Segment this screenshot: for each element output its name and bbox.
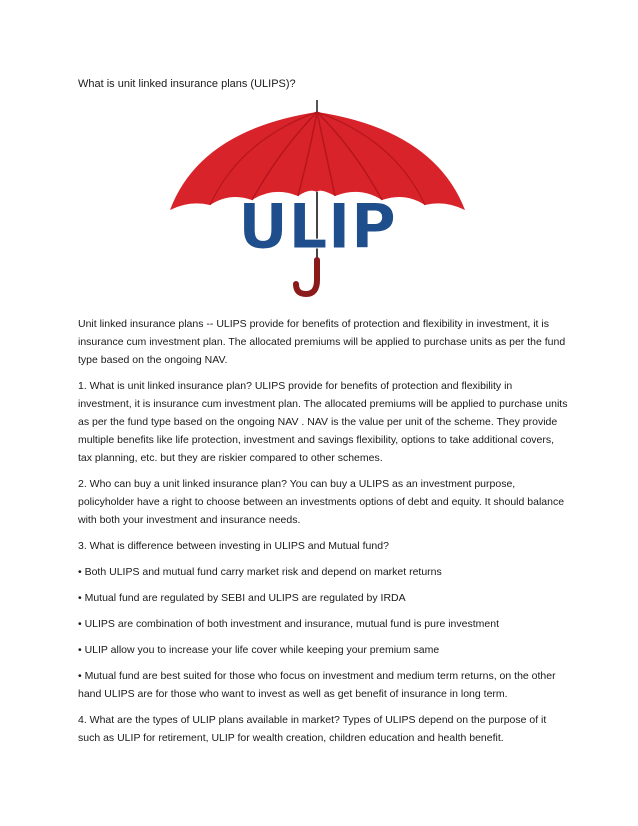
logo-text: ULIP: [237, 190, 397, 263]
question-2-paragraph: 2. Who can buy a unit linked insurance plan? You can buy a ULIPS as an investment purpose, policyholder have a right to choose between an investments options of debt and equity. It should balance with both your investment and insurance needs.: [78, 478, 565, 526]
ulip-umbrella-logo: [160, 100, 480, 300]
bullet-item: • ULIPS are combination of both investment and insurance, mutual fund is pure investment: [78, 618, 499, 630]
question-1-paragraph: 1. What is unit linked insurance plan? ULIPS provide for benefits of protection and flexibility in investment, it is insurance cum investment plan. The allocated premiums will be applied to purchase units as per the fund type based on the ongoing NAV . NAV is the value per unit of the scheme. They provide multiple benefits like life protection, investment and savings flexibility, options to take additional covers, tax planning, etc. but they are riskier compared to other schemes.: [78, 380, 568, 464]
question-3-heading: 3. What is difference between investing in ULIPS and Mutual fund?: [78, 540, 389, 552]
bullet-item: • Mutual fund are best suited for those who focus on investment and medium term returns, on the other hand ULIPS are for those who want to invest as well as get benefit of insurance in long term.: [78, 670, 556, 700]
intro-paragraph: Unit linked insurance plans -- ULIPS provide for benefits of protection and flexibility in investment, it is insurance cum investment plan. The allocated premiums will be applied to purchase units as per the fund type based on the ongoing NAV.: [78, 318, 566, 366]
bullet-item: • ULIP allow you to increase your life cover while keeping your premium same: [78, 644, 440, 656]
umbrella-icon: [160, 100, 480, 300]
question-4-paragraph: 4. What are the types of ULIP plans available in market? Types of ULIPS depend on the purpose of it such as ULIP for retirement, ULIP for wealth creation, children education and health benefit.: [78, 714, 547, 744]
bullet-item: • Mutual fund are regulated by SEBI and ULIPS are regulated by IRDA: [78, 592, 406, 604]
article-body: [78, 315, 568, 755]
bullet-item: • Both ULIPS and mutual fund carry market risk and depend on market returns: [78, 566, 442, 578]
page-title: What is unit linked insurance plans (ULIPS)?: [78, 78, 296, 90]
